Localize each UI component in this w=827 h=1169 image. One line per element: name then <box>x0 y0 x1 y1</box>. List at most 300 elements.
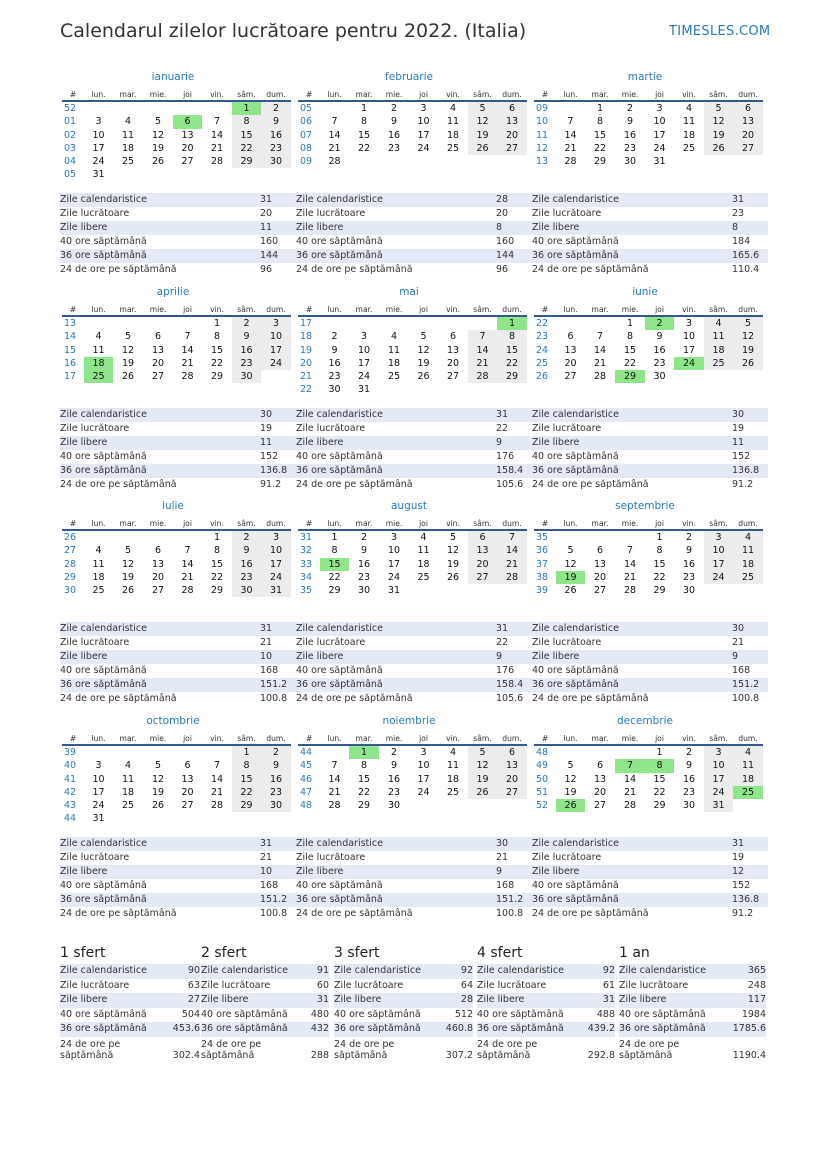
day-cell[interactable]: 28 <box>328 156 341 168</box>
day-cell[interactable]: 23 <box>387 786 401 798</box>
day-cell[interactable]: 8 <box>213 545 221 557</box>
day-cell[interactable]: 5 <box>124 545 132 557</box>
day-cell[interactable]: 1 <box>360 103 368 114</box>
day-cell[interactable]: 30 <box>232 370 261 383</box>
day-cell[interactable]: 5 <box>567 545 574 557</box>
day-cell[interactable]: 26 <box>733 357 763 370</box>
day-cell[interactable]: 9 <box>390 760 398 772</box>
day-cell[interactable]: 8 <box>213 331 221 343</box>
holiday-day-cell[interactable]: 7 <box>615 759 645 772</box>
day-cell[interactable]: 9 <box>360 545 368 557</box>
day-cell[interactable]: 24 <box>653 142 666 154</box>
day-cell[interactable]: 1 <box>656 747 663 758</box>
day-cell[interactable]: 24 <box>92 800 105 812</box>
day-cell[interactable]: 19 <box>121 571 135 583</box>
day-cell[interactable]: 14 <box>497 544 527 557</box>
day-cell[interactable]: 18 <box>92 571 105 583</box>
day-cell[interactable]: 20 <box>564 357 577 369</box>
day-cell[interactable]: 11 <box>733 544 763 557</box>
day-cell[interactable]: 16 <box>328 357 341 369</box>
day-cell[interactable]: 31 <box>261 584 291 597</box>
day-cell[interactable]: 20 <box>151 357 165 369</box>
day-cell[interactable]: 14 <box>181 558 194 570</box>
day-cell[interactable]: 15 <box>210 344 224 356</box>
day-cell[interactable]: 9 <box>331 344 338 356</box>
day-cell[interactable]: 26 <box>564 585 577 597</box>
day-cell[interactable]: 21 <box>181 357 194 369</box>
day-cell[interactable]: 7 <box>213 760 221 772</box>
day-cell[interactable]: 14 <box>564 129 577 141</box>
day-cell[interactable]: 11 <box>682 116 696 128</box>
day-cell[interactable]: 5 <box>154 116 162 128</box>
day-cell[interactable]: 29 <box>210 371 224 383</box>
day-cell[interactable]: 17 <box>704 558 733 571</box>
day-cell[interactable]: 27 <box>468 571 497 584</box>
holiday-day-cell[interactable]: 1 <box>497 316 527 330</box>
day-cell[interactable]: 3 <box>360 331 368 343</box>
day-cell[interactable]: 9 <box>685 545 693 557</box>
day-cell[interactable]: 12 <box>417 344 430 356</box>
day-cell[interactable]: 21 <box>328 786 341 798</box>
day-cell[interactable]: 10 <box>417 760 430 772</box>
day-cell[interactable]: 5 <box>567 760 574 772</box>
day-cell[interactable]: 26 <box>468 786 497 799</box>
day-cell[interactable]: 3 <box>261 316 291 330</box>
day-cell[interactable]: 19 <box>446 558 460 570</box>
day-cell[interactable]: 4 <box>733 745 763 759</box>
day-cell[interactable]: 29 <box>210 585 224 597</box>
holiday-day-cell[interactable]: 8 <box>645 759 674 772</box>
day-cell[interactable]: 27 <box>733 142 763 155</box>
day-cell[interactable]: 3 <box>261 530 291 544</box>
day-cell[interactable]: 12 <box>121 558 135 570</box>
day-cell[interactable]: 22 <box>357 142 371 154</box>
day-cell[interactable]: 24 <box>417 142 430 154</box>
day-cell[interactable]: 9 <box>261 759 291 772</box>
day-cell[interactable]: 23 <box>387 142 401 154</box>
day-cell[interactable]: 24 <box>261 571 291 584</box>
day-cell[interactable]: 30 <box>682 800 696 812</box>
day-cell[interactable]: 21 <box>181 571 194 583</box>
day-cell[interactable]: 26 <box>121 585 135 597</box>
day-cell[interactable]: 16 <box>261 129 291 142</box>
day-cell[interactable]: 3 <box>420 103 427 114</box>
day-cell[interactable]: 3 <box>704 745 733 759</box>
day-cell[interactable]: 7 <box>596 331 604 343</box>
day-cell[interactable]: 15 <box>232 129 261 142</box>
day-cell[interactable]: 25 <box>417 571 430 583</box>
day-cell[interactable]: 2 <box>232 316 261 330</box>
day-cell[interactable]: 30 <box>232 584 261 597</box>
day-cell[interactable]: 4 <box>704 316 733 330</box>
day-cell[interactable]: 26 <box>704 142 733 155</box>
day-cell[interactable]: 8 <box>232 115 261 128</box>
day-cell[interactable]: 18 <box>121 786 135 798</box>
day-cell[interactable]: 9 <box>232 544 261 557</box>
day-cell[interactable]: 22 <box>497 357 527 370</box>
day-cell[interactable]: 8 <box>360 116 368 128</box>
day-cell[interactable]: 20 <box>468 558 497 571</box>
day-cell[interactable]: 7 <box>497 530 527 544</box>
day-cell[interactable]: 9 <box>685 760 693 772</box>
day-cell[interactable]: 27 <box>593 585 607 597</box>
day-cell[interactable]: 12 <box>733 330 763 343</box>
day-cell[interactable]: 13 <box>497 115 527 128</box>
day-cell[interactable]: 7 <box>626 545 634 557</box>
day-cell[interactable]: 7 <box>567 116 574 128</box>
day-cell[interactable]: 30 <box>623 156 637 168</box>
day-cell[interactable]: 30 <box>682 585 696 597</box>
day-cell[interactable]: 9 <box>626 116 634 128</box>
day-cell[interactable]: 29 <box>653 585 666 597</box>
day-cell[interactable]: 6 <box>596 760 604 772</box>
day-cell[interactable]: 29 <box>357 800 371 812</box>
day-cell[interactable]: 2 <box>685 532 693 543</box>
day-cell[interactable]: 18 <box>417 558 430 570</box>
day-cell[interactable]: 27 <box>181 800 194 812</box>
day-cell[interactable]: 19 <box>121 357 135 369</box>
day-cell[interactable]: 21 <box>497 558 527 571</box>
day-cell[interactable]: 9 <box>656 331 663 343</box>
holiday-day-cell[interactable]: 25 <box>733 786 763 799</box>
day-cell[interactable]: 13 <box>497 759 527 772</box>
day-cell[interactable]: 23 <box>682 571 696 583</box>
day-cell[interactable]: 1 <box>596 103 604 114</box>
day-cell[interactable]: 21 <box>593 357 607 369</box>
day-cell[interactable]: 20 <box>151 571 165 583</box>
day-cell[interactable]: 25 <box>92 585 105 597</box>
day-cell[interactable]: 20 <box>593 786 607 798</box>
day-cell[interactable]: 12 <box>151 129 165 141</box>
day-cell[interactable]: 14 <box>623 558 637 570</box>
day-cell[interactable]: 19 <box>417 357 430 369</box>
day-cell[interactable]: 28 <box>210 156 224 168</box>
day-cell[interactable]: 29 <box>497 370 527 383</box>
holiday-day-cell[interactable]: 2 <box>645 316 674 330</box>
day-cell[interactable]: 2 <box>390 103 398 114</box>
day-cell[interactable]: 16 <box>387 773 401 785</box>
day-cell[interactable]: 5 <box>704 101 733 115</box>
day-cell[interactable]: 23 <box>653 357 666 369</box>
day-cell[interactable]: 15 <box>653 558 666 570</box>
day-cell[interactable]: 26 <box>446 571 460 583</box>
day-cell[interactable]: 18 <box>704 344 733 357</box>
day-cell[interactable]: 18 <box>446 129 460 141</box>
day-cell[interactable]: 24 <box>357 371 371 383</box>
day-cell[interactable]: 22 <box>623 357 637 369</box>
day-cell[interactable]: 14 <box>328 129 341 141</box>
day-cell[interactable]: 8 <box>497 330 527 343</box>
day-cell[interactable]: 14 <box>623 773 637 785</box>
day-cell[interactable]: 2 <box>261 101 291 115</box>
holiday-day-cell[interactable]: 18 <box>84 357 113 370</box>
day-cell[interactable]: 28 <box>210 800 224 812</box>
day-cell[interactable]: 6 <box>184 760 191 772</box>
day-cell[interactable]: 5 <box>733 316 763 330</box>
day-cell[interactable]: 20 <box>497 129 527 142</box>
day-cell[interactable]: 21 <box>328 142 341 154</box>
day-cell[interactable]: 16 <box>232 558 261 571</box>
day-cell[interactable]: 25 <box>704 357 733 370</box>
day-cell[interactable]: 5 <box>124 331 132 343</box>
day-cell[interactable]: 31 <box>357 384 371 396</box>
day-cell[interactable]: 16 <box>653 344 666 356</box>
holiday-day-cell[interactable]: 29 <box>615 370 645 383</box>
day-cell[interactable]: 13 <box>181 773 194 785</box>
day-cell[interactable]: 22 <box>357 786 371 798</box>
day-cell[interactable]: 9 <box>232 330 261 343</box>
day-cell[interactable]: 30 <box>261 799 291 812</box>
day-cell[interactable]: 12 <box>468 759 497 772</box>
day-cell[interactable]: 24 <box>387 571 401 583</box>
holiday-day-cell[interactable]: 26 <box>556 799 585 812</box>
day-cell[interactable]: 21 <box>210 142 224 154</box>
day-cell[interactable]: 3 <box>95 760 102 772</box>
day-cell[interactable]: 3 <box>95 116 102 128</box>
day-cell[interactable]: 28 <box>181 585 194 597</box>
day-cell[interactable]: 11 <box>417 545 430 557</box>
day-cell[interactable]: 8 <box>596 116 604 128</box>
holiday-day-cell[interactable]: 1 <box>232 101 261 115</box>
day-cell[interactable]: 13 <box>151 344 165 356</box>
day-cell[interactable]: 4 <box>733 530 763 544</box>
day-cell[interactable]: 13 <box>733 115 763 128</box>
day-cell[interactable]: 20 <box>497 773 527 786</box>
day-cell[interactable]: 3 <box>685 318 693 329</box>
day-cell[interactable]: 8 <box>232 759 261 772</box>
day-cell[interactable]: 21 <box>623 786 637 798</box>
day-cell[interactable]: 24 <box>92 156 105 168</box>
day-cell[interactable]: 10 <box>357 344 371 356</box>
day-cell[interactable]: 20 <box>446 357 460 369</box>
day-cell[interactable]: 2 <box>360 532 368 543</box>
holiday-day-cell[interactable]: 15 <box>320 558 349 571</box>
day-cell[interactable]: 18 <box>733 558 763 571</box>
day-cell[interactable]: 12 <box>121 344 135 356</box>
day-cell[interactable]: 7 <box>468 330 497 343</box>
day-cell[interactable]: 1 <box>213 532 221 543</box>
day-cell[interactable]: 25 <box>733 571 763 584</box>
day-cell[interactable]: 10 <box>92 773 105 785</box>
day-cell[interactable]: 17 <box>357 357 371 369</box>
day-cell[interactable]: 10 <box>704 544 733 557</box>
day-cell[interactable]: 27 <box>593 800 607 812</box>
day-cell[interactable]: 6 <box>497 745 527 759</box>
day-cell[interactable]: 30 <box>261 155 291 168</box>
day-cell[interactable]: 3 <box>656 103 663 114</box>
day-cell[interactable]: 10 <box>653 116 666 128</box>
day-cell[interactable]: 16 <box>387 129 401 141</box>
day-cell[interactable]: 4 <box>95 331 102 343</box>
day-cell[interactable]: 17 <box>92 786 105 798</box>
day-cell[interactable]: 23 <box>682 786 696 798</box>
day-cell[interactable]: 21 <box>210 786 224 798</box>
day-cell[interactable]: 23 <box>261 142 291 155</box>
day-cell[interactable]: 19 <box>733 344 763 357</box>
day-cell[interactable]: 23 <box>232 357 261 370</box>
day-cell[interactable]: 31 <box>92 813 105 825</box>
day-cell[interactable]: 11 <box>387 344 401 356</box>
day-cell[interactable]: 10 <box>704 759 733 772</box>
day-cell[interactable]: 8 <box>626 331 634 343</box>
day-cell[interactable]: 11 <box>733 759 763 772</box>
day-cell[interactable]: 15 <box>210 558 224 570</box>
day-cell[interactable]: 14 <box>181 344 194 356</box>
day-cell[interactable]: 6 <box>497 101 527 115</box>
day-cell[interactable]: 18 <box>121 142 135 154</box>
day-cell[interactable]: 22 <box>653 786 666 798</box>
day-cell[interactable]: 26 <box>121 371 135 383</box>
day-cell[interactable]: 13 <box>468 544 497 557</box>
day-cell[interactable]: 30 <box>357 585 371 597</box>
day-cell[interactable]: 19 <box>151 786 165 798</box>
day-cell[interactable]: 14 <box>328 773 341 785</box>
day-cell[interactable]: 16 <box>623 129 637 141</box>
brand-link[interactable]: TIMESLES.COM <box>669 24 771 39</box>
day-cell[interactable]: 19 <box>151 142 165 154</box>
day-cell[interactable]: 13 <box>446 344 460 356</box>
day-cell[interactable]: 12 <box>704 115 733 128</box>
day-cell[interactable]: 5 <box>468 745 497 759</box>
day-cell[interactable]: 8 <box>360 760 368 772</box>
day-cell[interactable]: 2 <box>232 530 261 544</box>
day-cell[interactable]: 6 <box>449 331 457 343</box>
day-cell[interactable]: 1 <box>656 532 663 543</box>
day-cell[interactable]: 10 <box>92 129 105 141</box>
day-cell[interactable]: 17 <box>261 344 291 357</box>
day-cell[interactable]: 25 <box>121 800 135 812</box>
day-cell[interactable]: 16 <box>682 773 696 785</box>
day-cell[interactable]: 24 <box>417 786 430 798</box>
day-cell[interactable]: 2 <box>261 745 291 759</box>
day-cell[interactable]: 17 <box>704 773 733 786</box>
day-cell[interactable]: 11 <box>446 116 460 128</box>
day-cell[interactable]: 22 <box>232 142 261 155</box>
day-cell[interactable]: 6 <box>596 545 604 557</box>
day-cell[interactable]: 8 <box>331 545 338 557</box>
day-cell[interactable]: 22 <box>653 571 666 583</box>
day-cell[interactable]: 22 <box>232 786 261 799</box>
day-cell[interactable]: 20 <box>181 142 194 154</box>
day-cell[interactable]: 1 <box>213 318 221 329</box>
day-cell[interactable]: 9 <box>390 116 398 128</box>
day-cell[interactable]: 17 <box>261 558 291 571</box>
day-cell[interactable]: 4 <box>124 760 132 772</box>
day-cell[interactable]: 28 <box>181 371 194 383</box>
day-cell[interactable]: 5 <box>154 760 162 772</box>
day-cell[interactable]: 19 <box>468 773 497 786</box>
day-cell[interactable]: 2 <box>331 331 338 343</box>
day-cell[interactable]: 17 <box>92 142 105 154</box>
day-cell[interactable]: 3 <box>390 532 398 543</box>
day-cell[interactable]: 18 <box>682 129 696 141</box>
day-cell[interactable]: 4 <box>449 103 457 114</box>
day-cell[interactable]: 27 <box>151 585 165 597</box>
day-cell[interactable]: 28 <box>468 370 497 383</box>
day-cell[interactable]: 12 <box>151 773 165 785</box>
day-cell[interactable]: 11 <box>92 344 105 356</box>
day-cell[interactable]: 5 <box>420 331 427 343</box>
day-cell[interactable]: 6 <box>468 530 497 544</box>
day-cell[interactable]: 27 <box>181 156 194 168</box>
holiday-day-cell[interactable]: 24 <box>674 357 704 370</box>
day-cell[interactable]: 18 <box>387 357 401 369</box>
day-cell[interactable]: 26 <box>468 142 497 155</box>
day-cell[interactable]: 16 <box>261 773 291 786</box>
day-cell[interactable]: 27 <box>497 142 527 155</box>
day-cell[interactable]: 11 <box>121 129 135 141</box>
day-cell[interactable]: 19 <box>704 129 733 142</box>
day-cell[interactable]: 23 <box>357 571 371 583</box>
day-cell[interactable]: 13 <box>593 773 607 785</box>
day-cell[interactable]: 17 <box>682 344 696 356</box>
day-cell[interactable]: 23 <box>623 142 637 154</box>
day-cell[interactable]: 11 <box>92 558 105 570</box>
day-cell[interactable]: 4 <box>449 747 457 758</box>
day-cell[interactable]: 14 <box>210 129 224 141</box>
day-cell[interactable]: 3 <box>704 530 733 544</box>
day-cell[interactable]: 3 <box>420 747 427 758</box>
day-cell[interactable]: 24 <box>704 571 733 584</box>
day-cell[interactable]: 9 <box>261 115 291 128</box>
day-cell[interactable]: 18 <box>733 773 763 786</box>
day-cell[interactable]: 7 <box>213 116 221 128</box>
day-cell[interactable]: 31 <box>92 169 105 181</box>
day-cell[interactable]: 31 <box>387 585 401 597</box>
day-cell[interactable]: 28 <box>497 571 527 584</box>
day-cell[interactable]: 15 <box>357 773 371 785</box>
day-cell[interactable]: 15 <box>653 773 666 785</box>
day-cell[interactable]: 17 <box>417 129 430 141</box>
day-cell[interactable]: 7 <box>331 116 338 128</box>
day-cell[interactable]: 29 <box>653 800 666 812</box>
day-cell[interactable]: 7 <box>331 760 338 772</box>
day-cell[interactable]: 12 <box>564 558 577 570</box>
day-cell[interactable]: 11 <box>121 773 135 785</box>
day-cell[interactable]: 19 <box>468 129 497 142</box>
day-cell[interactable]: 15 <box>232 773 261 786</box>
day-cell[interactable]: 4 <box>95 545 102 557</box>
day-cell[interactable]: 28 <box>623 800 637 812</box>
day-cell[interactable]: 22 <box>593 142 607 154</box>
day-cell[interactable]: 30 <box>328 384 341 396</box>
day-cell[interactable]: 14 <box>468 344 497 357</box>
day-cell[interactable]: 29 <box>232 799 261 812</box>
day-cell[interactable]: 20 <box>181 786 194 798</box>
day-cell[interactable]: 10 <box>261 330 291 343</box>
day-cell[interactable]: 24 <box>261 357 291 370</box>
day-cell[interactable]: 11 <box>446 760 460 772</box>
day-cell[interactable]: 27 <box>446 371 460 383</box>
day-cell[interactable]: 27 <box>497 786 527 799</box>
day-cell[interactable]: 30 <box>653 371 666 383</box>
day-cell[interactable]: 1 <box>331 532 338 543</box>
day-cell[interactable]: 8 <box>656 545 663 557</box>
day-cell[interactable]: 20 <box>733 129 763 142</box>
day-cell[interactable]: 29 <box>232 155 261 168</box>
holiday-day-cell[interactable]: 1 <box>349 745 379 759</box>
day-cell[interactable]: 13 <box>181 129 194 141</box>
day-cell[interactable]: 29 <box>593 156 607 168</box>
day-cell[interactable]: 5 <box>449 532 457 543</box>
day-cell[interactable]: 23 <box>261 786 291 799</box>
day-cell[interactable]: 12 <box>564 773 577 785</box>
day-cell[interactable]: 5 <box>468 101 497 115</box>
day-cell[interactable]: 28 <box>623 585 637 597</box>
day-cell[interactable]: 22 <box>328 571 341 583</box>
day-cell[interactable]: 18 <box>446 773 460 785</box>
day-cell[interactable]: 23 <box>328 371 341 383</box>
